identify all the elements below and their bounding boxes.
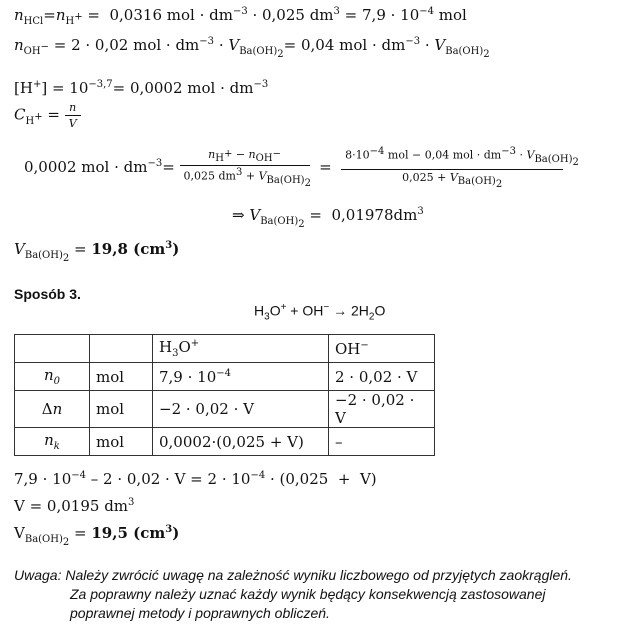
table-row — [15, 428, 435, 456]
table-row — [15, 335, 435, 363]
equation-v-final: $V_{Ba(OH)_2} = 19,5$ $(cm^3)$ — [14, 524, 180, 548]
table-cell-nk: $n_k$ — [15, 428, 90, 456]
note-line-1: Należy zwrócić uwagę na zależność wyniku liczbowego od przyjętych zaokrągleń. — [65, 567, 572, 583]
equation-v: V = 0,0195 $dm^3$ — [14, 497, 135, 515]
equation-n-hcl: $n_{HCl}=n_{H^+} = 0,0316$ mol · $dm^{-3} \cdot 0,025$ $dm^3 = 7,9 \cdot 10^{-4}$ mol — [14, 6, 467, 27]
table-cell: −2 · 0,02 · V — [153, 391, 329, 428]
table-cell: mol — [90, 391, 153, 428]
equation-h-concentration: $[H^+] = 10^{-3,7}= 0,0002$ mol · $dm^{-3}$ — [14, 79, 269, 97]
equation-c-h: $C_{H^+}$ = $\frac{n}{V}$ — [14, 101, 81, 130]
table-header-h3o: $H_3O^+$ — [153, 335, 329, 363]
table-header-oh: OH− — [329, 335, 435, 363]
equation-v-result: ⇒ $V_{Ba(OH)_2} = 0,01978dm^3$ — [232, 206, 424, 230]
equation-balance: 0,0002 mol · $dm^{-3}=$ $\frac{n_{H^+} - n_{OH^-}}{0,025 dm^3 + V_{Ba(OH)_2}}$ = $\frac{8\cdot 10^{-4} mol - 0,04 mol \cdot dm^{-3} \cdot V_{Ba(OH)_2}}{0,025 + V_{Ba(OH)_2}}$ — [24, 146, 579, 191]
equation-solve: $7,9 \cdot 10^{-4} - 2 \cdot 0,02 \cdot V = 2 \cdot 10^{-4} \cdot (0,025 + V)$ — [14, 470, 377, 488]
method-heading: Sposób 3. — [14, 286, 81, 302]
equation-n-oh: $n_{OH^-} = 2 \cdot 0,02$ mol · $dm^{-3} \cdot V_{Ba(OH)_2}= 0,04$ mol · $dm^{-3} \cdot V_{Ba(OH)_2}$ — [14, 36, 490, 60]
table-cell — [15, 335, 90, 363]
table-cell: – — [329, 428, 435, 456]
note-line-2: Za poprawny należy uznać każdy wynik będący konsekwencją zastosowanej — [70, 586, 546, 602]
note-prefix: Uwaga: — [14, 567, 62, 583]
table-cell-dn: Δn — [15, 391, 90, 428]
table-cell: 2 · 0,02 · V — [329, 363, 435, 391]
table-cell-n0: $n_0$ — [15, 363, 90, 391]
table-cell — [90, 335, 153, 363]
equation-v-cm3: $V_{Ba(OH)_2} = 19,8$ $(cm^3)$ — [14, 240, 180, 264]
note-line-3: poprawnej metody i poprawnych obliczeń. — [70, 605, 330, 621]
ice-table — [14, 334, 435, 456]
table-cell: mol — [90, 363, 153, 391]
table-row — [15, 391, 435, 428]
table-cell: −2 · 0,02 · V — [329, 391, 435, 428]
table-cell: 0,0002·(0,025 + V) — [153, 428, 329, 456]
table-row — [15, 363, 435, 391]
table-cell: mol — [90, 428, 153, 456]
note — [14, 566, 634, 623]
reaction-equation: $H_3O^+ + OH^- \to 2H_2O$ — [254, 302, 386, 323]
table-cell: $7,9 \cdot 10^{-4}$ — [153, 363, 329, 391]
